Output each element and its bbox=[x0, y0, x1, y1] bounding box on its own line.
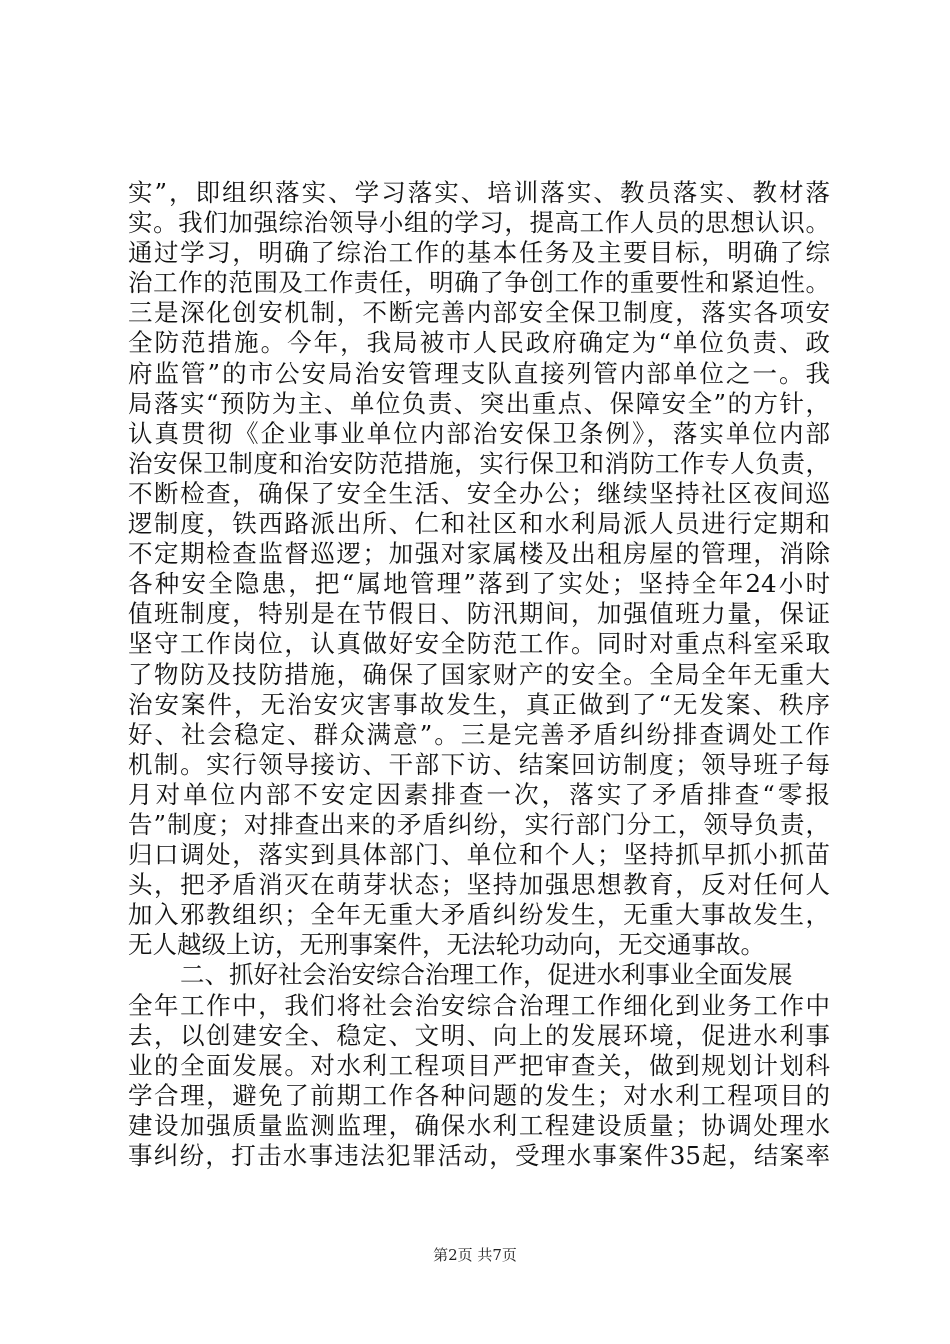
text-line: 实。我们加强综治领导小组的学习，提高工作人员的思想认识。 bbox=[128, 208, 830, 238]
text-line: 月对单位内部不安定因素排查一次，落实了矛盾排查“零报 bbox=[128, 779, 830, 809]
text-line: 不断检查，确保了安全生活、安全办公；继续坚持社区夜间巡 bbox=[128, 478, 830, 508]
text-line: 认真贯彻《企业事业单位内部治安保卫条例》，落实单位内部 bbox=[128, 418, 830, 448]
text-line: 局落实“预防为主、单位负责、突出重点、保障安全”的方针， bbox=[128, 388, 830, 418]
text-line: 加入邪教组织；全年无重大矛盾纠纷发生，无重大事故发生， bbox=[128, 900, 830, 930]
text-line: 值班制度，特别是在节假日、防汛期间，加强值班力量，保证 bbox=[128, 599, 830, 629]
page-number: 第2页 共7页 bbox=[433, 1246, 517, 1264]
text-line: 归口调处，落实到具体部门、单位和个人；坚持抓早抓小抓苗 bbox=[128, 840, 830, 870]
text-line: 全年工作中，我们将社会治安综合治理工作细化到业务工作中 bbox=[128, 990, 830, 1020]
text-line: 坚守工作岗位，认真做好安全防范工作。同时对重点科室采取 bbox=[128, 629, 830, 659]
text-line: 事纠纷，打击水事违法犯罪活动，受理水事案件35起，结案率 bbox=[128, 1141, 830, 1170]
text-line: 告”制度；对排查出来的矛盾纠纷，实行部门分工，领导负责， bbox=[128, 809, 830, 839]
text-line: 通过学习，明确了综治工作的基本任务及主要目标，明确了综 bbox=[128, 238, 830, 268]
text-line: 好、社会稳定、群众满意”。三是完善矛盾纠纷排查调处工作 bbox=[128, 719, 830, 749]
text-line: 逻制度，铁西路派出所、仁和社区和水利局派人员进行定期和 bbox=[128, 509, 830, 539]
text-line: 建设加强质量监测监理，确保水利工程建设质量；协调处理水 bbox=[128, 1110, 830, 1140]
text-line: 去，以创建安全、稳定、文明、向上的发展环境，促进水利事 bbox=[128, 1020, 830, 1050]
text-line: 三是深化创安机制，不断完善内部安全保卫制度，落实各项安 bbox=[128, 298, 830, 328]
text-line: 无人越级上访，无刑事案件，无法轮功动向，无交通事故。 bbox=[128, 930, 765, 960]
text-line: 治工作的范围及工作责任，明确了争创工作的重要性和紧迫性。 bbox=[128, 268, 830, 298]
document-body bbox=[128, 178, 830, 1171]
section-heading: 二、抓好社会治安综合治理工作，促进水利事业全面发展 bbox=[180, 960, 793, 990]
text-line: 实”，即组织落实、学习落实、培训落实、教员落实、教材落 bbox=[128, 178, 830, 207]
text-line: 了物防及技防措施，确保了国家财产的安全。全局全年无重大 bbox=[128, 659, 830, 689]
text-line: 业的全面发展。对水利工程项目严把审查关，做到规划计划科 bbox=[128, 1050, 830, 1080]
text-line: 治安保卫制度和治安防范措施，实行保卫和消防工作专人负责， bbox=[128, 448, 830, 478]
text-line: 各种安全隐患，把“属地管理”落到了实处；坚持全年24小时 bbox=[128, 569, 830, 599]
text-line: 不定期检查监督巡逻；加强对家属楼及出租房屋的管理，消除 bbox=[128, 539, 830, 569]
text-line: 治安案件，无治安灾害事故发生，真正做到了“无发案、秩序 bbox=[128, 689, 830, 719]
text-line: 学合理，避免了前期工作各种问题的发生；对水利工程项目的 bbox=[128, 1080, 830, 1110]
text-line: 头，把矛盾消灭在萌芽状态；坚持加强思想教育，反对任何人 bbox=[128, 870, 830, 900]
text-line: 全防范措施。今年，我局被市人民政府确定为“单位负责、政 bbox=[128, 328, 830, 358]
text-line: 府监管”的市公安局治安管理支队直接列管内部单位之一。我 bbox=[128, 358, 830, 388]
text-line: 机制。实行领导接访、干部下访、结案回访制度；领导班子每 bbox=[128, 749, 830, 779]
